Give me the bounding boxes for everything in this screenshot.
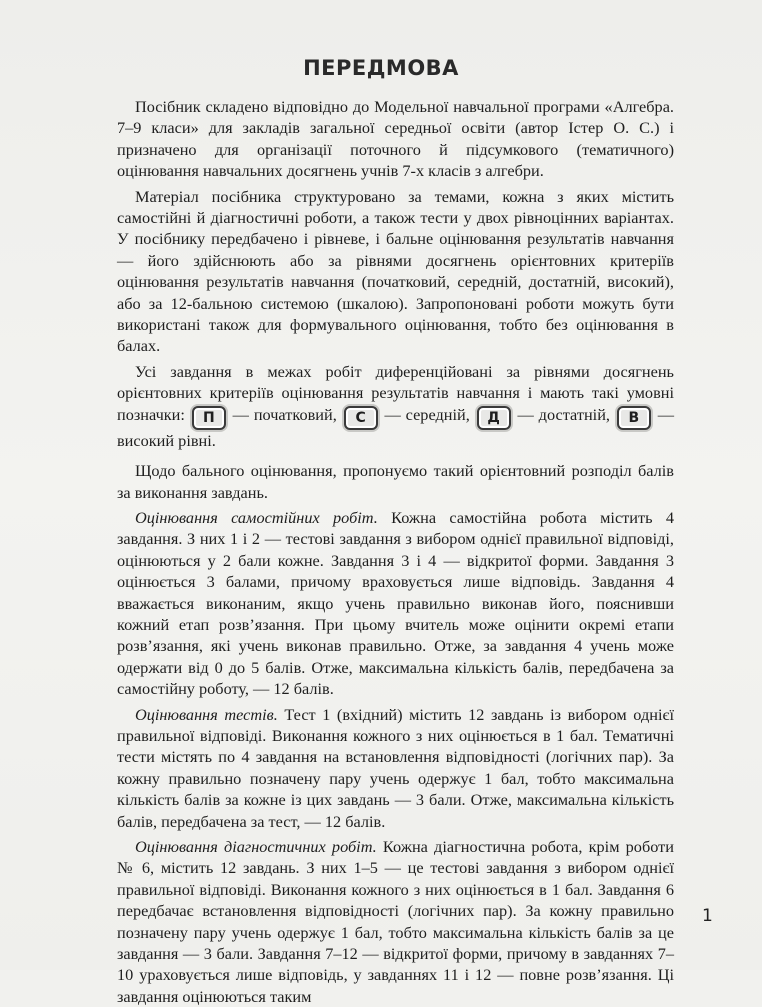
diagnostic-heading: Оцінювання діагностичних робіт. bbox=[135, 837, 377, 856]
level-label-sufficient: — достатній, bbox=[517, 404, 610, 424]
level-badge-initial: П bbox=[192, 406, 226, 430]
paragraph-tests bbox=[117, 704, 674, 832]
paragraph-self-work bbox=[117, 507, 674, 700]
self-work-text: Кожна самостійна робота містить 4 завдання. З них 1 і 2 — тестові завдання з вибором однієї правильної відповіді, оцінюються у 2 бали кожне. Завдання 3 і 4 — відкритої форми. Завдання 3 оцінюється 3 балами, причому враховується лише відповідь. Завдання 4 вважається виконаним, якщо учень правильно виконав його, пояснивши кожний етап розв’язання. При цьому вчитель може оцінити окремі етапи розв’язання, які учень виконав правильно. Отже, за завдання 4 учень може одержати від 0 до 5 балів. Отже, максимальна кількість балів, передбачена за самостійну роботу, — 12 балів. bbox=[117, 507, 674, 699]
self-work-heading: Оцінювання самостійних робіт. bbox=[135, 507, 378, 527]
level-label-initial: — початковий, bbox=[232, 404, 337, 424]
paragraph-scoring-intro: Щодо бального оцінювання, пропонуємо такий орієнтовний розподіл балів за виконання завдань. bbox=[117, 461, 674, 502]
paragraph-intro: Посібник складено відповідно до Модельної навчальної програми «Алгебра. 7–9 класи» для закладів загальної середньої освіти (автор Істер О. С.) і призначено для організації поточного й підсумкового (тематичного) оцінювання навчальних досягнень учнів 7-х класів з алгебри. bbox=[117, 97, 674, 181]
tests-text: Тест 1 (вхідний) містить 12 завдань із вибором однієї правильної відповіді. Виконання кожного з них оцінюється в 1 бал. Тематичні тести містять по 4 завдання на встановлення відповідності (логічних пар). За кожну правильно позначену пару учень одержує 1 бал, тобто максимальна кількість балів за кожне із цих завдань — 3 бали. Отже, максимальна кількість балів, передбачена за тест, — 12 балів. bbox=[117, 704, 674, 831]
paragraph-structure: Матеріал посібника структуровано за темами, кожна з яких містить самостійні й діагностичні роботи, а також тести у двох рівноцінних варіантах. У посібнику передбачено і рівневе, і бальне оцінювання результатів навчання — його здійснюють або за рівнями досягнень орієнтовних критеріїв оцінювання результатів навчання (початковий, середній, достатній, високий), або за 12-бальною системою (шкалою). Запропоновані роботи можуть бути використані також для формувального оцінювання, тобто без оцінювання в балах. bbox=[117, 186, 674, 356]
level-label-high: — високий рівні. bbox=[117, 404, 675, 450]
paragraph-diagnostic bbox=[117, 836, 674, 1007]
levels-text: Усі завдання в межах робіт диференційовані за рівнями досягнень орієнтовних критеріїв оцінювання результатів навчання і мають такі умовні позначки: bbox=[117, 361, 674, 424]
tests-heading: Оцінювання тестів. bbox=[135, 704, 278, 724]
level-badge-medium: С bbox=[344, 406, 378, 430]
page-number: 1 bbox=[702, 906, 713, 926]
level-label-medium: — середній, bbox=[384, 404, 470, 424]
paragraph-levels bbox=[117, 361, 674, 451]
level-badge-high: В bbox=[617, 406, 651, 430]
page-title: ПЕРЕДМОВА bbox=[303, 56, 459, 80]
body-text bbox=[117, 96, 674, 1007]
level-badge-sufficient: Д bbox=[477, 406, 511, 430]
diagnostic-text: Кожна діагностична робота, крім роботи № 6, містить 12 завдань. З них 1–5 — це тестові завдання з вибором однієї правильної відповіді. Виконання кожного з них оцінюється в 1 бал. Завдання 6 передбачає встановлення відповідності (логічних пар). За кожну правильно позначену пару учень одержує 1 бал, тобто максимальна кількість балів за це завдання — 3 бали. Завдання 7–12 — відкритої форми, причому в завданнях 7–10 ураховується лише відповідь, у завданнях 11 і 12 — повне розв’язання. Ці завдання оцінюються таким bbox=[117, 837, 674, 1006]
